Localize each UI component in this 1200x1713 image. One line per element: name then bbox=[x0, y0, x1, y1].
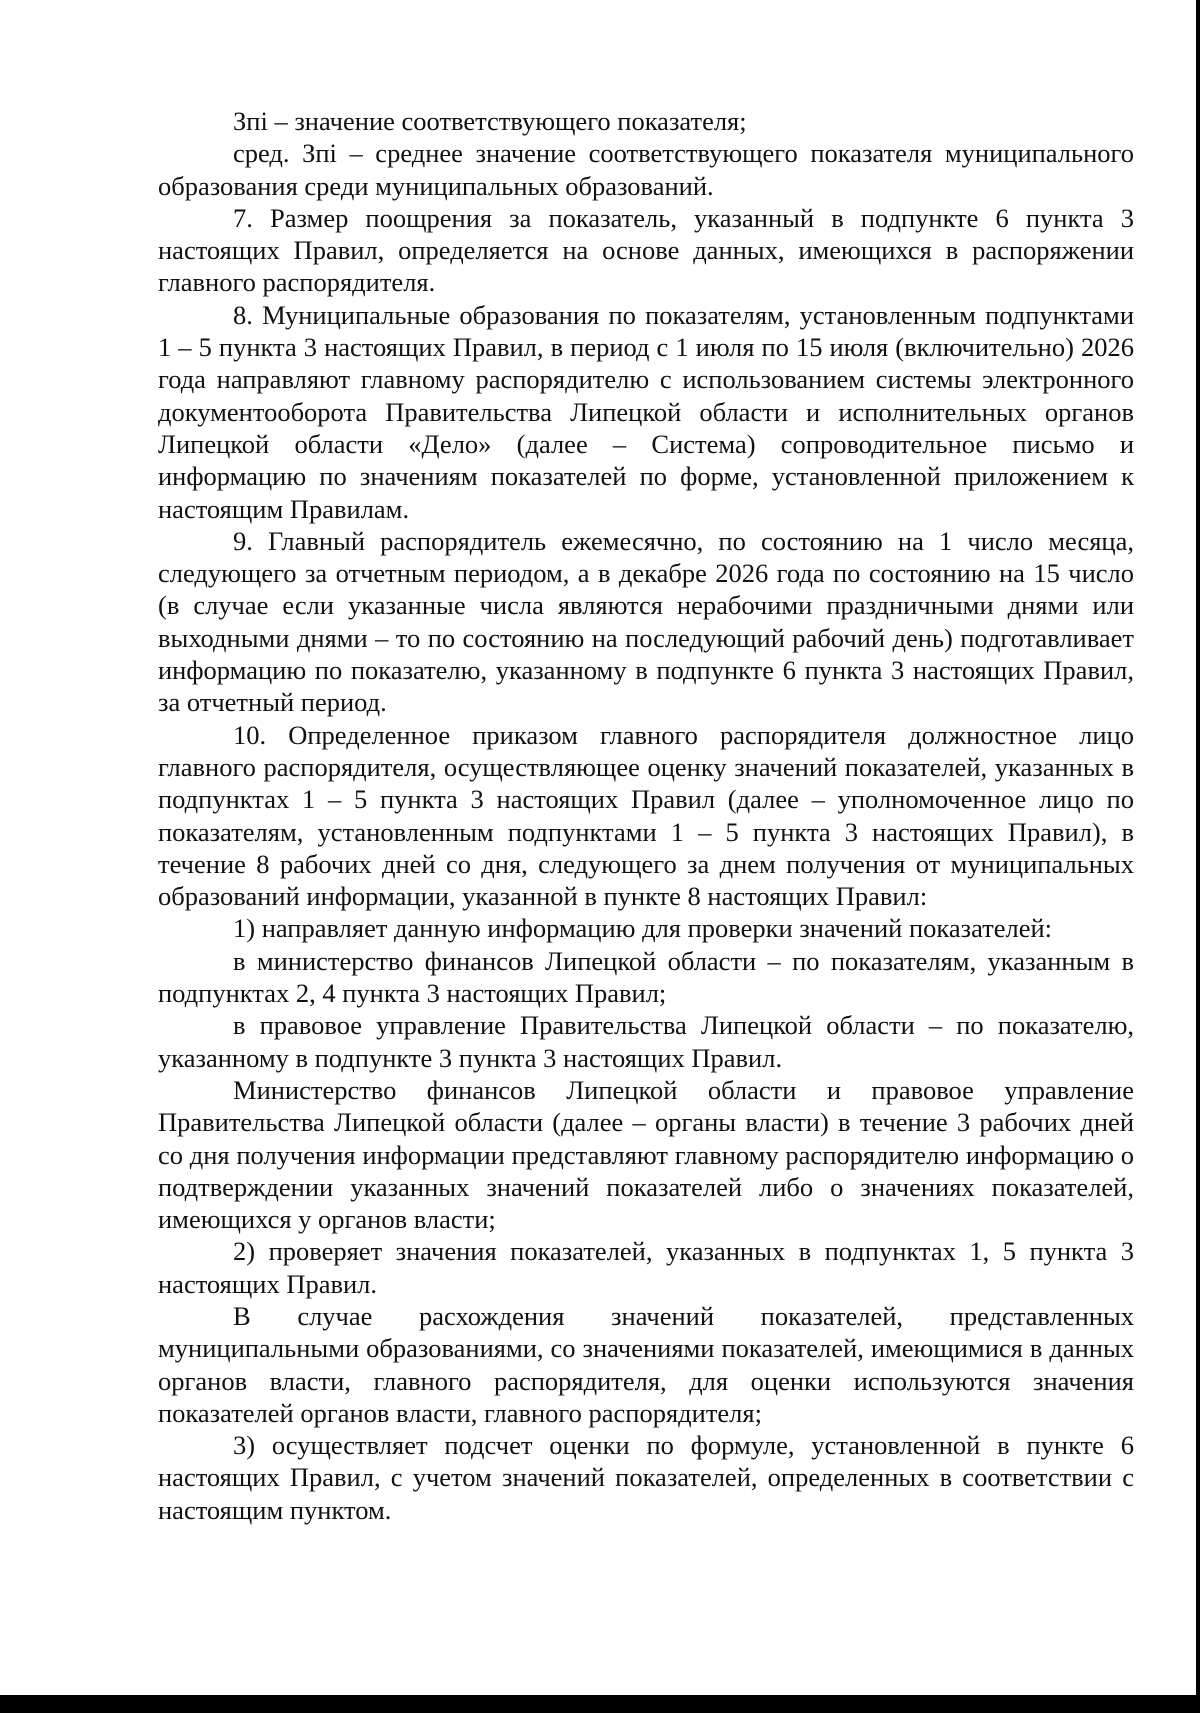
paragraph-item-9: 9. Главный распорядитель ежемесячно, по состоянию на 1 число месяца, следующего за отчетным периодом, а в декабре 2026 года по состоянию на 15 число (в случае если указанные числа являются нерабочими праздничными днями или выходными днями – то по состоянию на последующий рабочий день) подготавливает информацию по показателю, указанному в подпункте 6 пункта 3 настоящих Правил, за отчетный период. bbox=[158, 525, 1134, 718]
paragraph-item-10: 10. Определенное приказом главного распорядителя должностное лицо главного распорядителя, осуществляющее оценку значений показателей, указанных в подпунктах 1 – 5 пункта 3 настоящих Правил (далее – уполномоченное лицо по показателям, установленным подпунктами 1 – 5 пункта 3 настоящих Правил), в течение 8 рабочих дней со дня, следующего за днем получения от муниципальных образований информации, указанной в пункте 8 настоящих Правил: bbox=[158, 719, 1134, 912]
paragraph-discrepancy: В случае расхождения значений показателей, представленных муниципальными образованиями, со значениями показателей, имеющимися в данных органов власти, главного распорядителя, для оценки используются значения показателей органов власти, главного распорядителя; bbox=[158, 1300, 1134, 1428]
paragraph-ministry-finance: в министерство финансов Липецкой области – по показателям, указанным в подпунктах 2, 4 пункта 3 настоящих Правил; bbox=[158, 945, 1134, 1009]
paragraph-subitem-2: 2) проверяет значения показателей, указанных в подпунктах 1, 5 пункта 3 настоящих Правил. bbox=[158, 1236, 1134, 1299]
scan-bottom-edge bbox=[0, 1695, 1200, 1713]
scan-right-edge bbox=[1196, 0, 1200, 1713]
paragraph-legal-department: в правовое управление Правительства Липецкой области – по показателю, указанному в подпункте 3 пункта 3 настоящих Правил. bbox=[158, 1010, 1134, 1073]
paragraph-avg-zpi-definition: сред. Зпi – среднее значение соответствующего показателя муниципального образования среди муниципальных образований. bbox=[158, 138, 1134, 201]
paragraph-subitem-3: 3) осуществляет подсчет оценки по формуле, установленной в пункте 6 настоящих Правил, с учетом значений показателей, определенных в соответствии с настоящим пунктом. bbox=[158, 1430, 1134, 1525]
paragraph-zpi-definition: Зпi – значение соответствующего показателя; bbox=[233, 106, 747, 136]
paragraph-authorities-response: Министерство финансов Липецкой области и правовое управление Правительства Липецкой области (далее – органы власти) в течение 3 рабочих дней со дня получения информации представляют главному распорядителю информацию о подтверждении указанных значений показателей либо о значениях показателей, имеющихся у органов власти; bbox=[158, 1074, 1134, 1235]
paragraph-item-7: 7. Размер поощрения за показатель, указанный в подпункте 6 пункта 3 настоящих Правил, определяется на основе данных, имеющихся в распоряжении главного распорядителя. bbox=[158, 202, 1134, 298]
paragraph-subitem-1: 1) направляет данную информацию для проверки значений показателей: bbox=[233, 913, 1053, 944]
document-body bbox=[158, 105, 1134, 1526]
paragraph-item-8: 8. Муниципальные образования по показателям, установленным подпунктами 1 – 5 пункта 3 настоящих Правил, в период с 1 июля по 15 июля (включительно) 2026 года направляют главному распорядителю с использованием системы электронного документооборота Правительства Липецкой области и исполнительных органов Липецкой области «Дело» (далее – Система) сопроводительное письмо и информацию по значениям показателей по форме, установленной приложением к настоящим Правилам. bbox=[158, 299, 1134, 524]
